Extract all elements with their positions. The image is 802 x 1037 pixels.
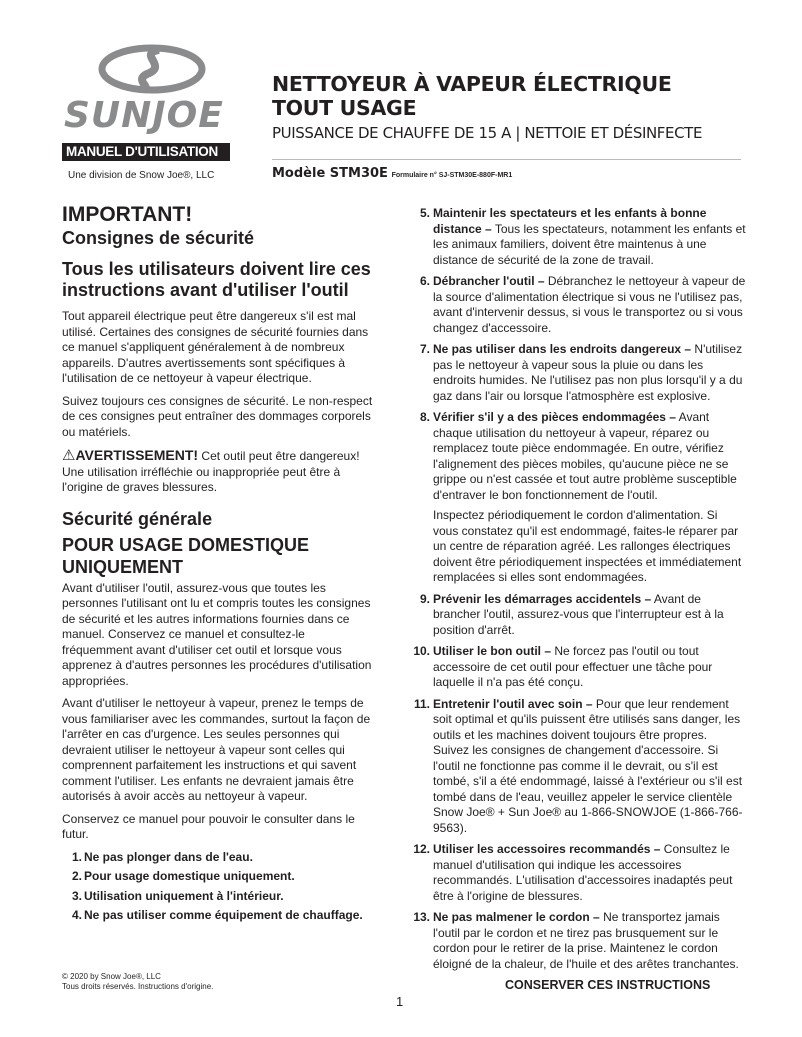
list-item: [68, 869, 374, 885]
paragraph: Avant d'utiliser le nettoyeur à vapeur, prenez le temps de vous familiariser avec les commandes, surtout la façon de l'arrêter en cas d'urgence. Les seules personnes qui devraient utiliser le nettoyeur à vapeur sont celles qui comprennent parfaitement les instructions et qui savent comment l'utiliser. Les enfants ne devraient jamais être autorisés à avoir accès au nettoyeur à vapeur.: [62, 696, 371, 803]
list-item: [68, 850, 374, 866]
page-number: 1: [396, 994, 404, 1009]
form-number: Formulaire n° SJ-STM30E-880F-MR1: [391, 172, 513, 179]
list-item: [68, 889, 374, 905]
item-title: Utiliser les accessoires recommandés –: [433, 842, 661, 856]
item-title: Maintenir les spectateurs et les enfants à bonne distance –: [433, 206, 707, 236]
brand-name: SUNJOE: [64, 95, 224, 136]
list-item: [413, 644, 746, 691]
right-column: [413, 206, 746, 978]
left-list: [68, 850, 374, 924]
general-safety-heading: Sécurité générale: [62, 508, 213, 529]
list-item: [416, 592, 746, 639]
item-text: Tous les spectateurs, notamment les enfants et les animaux familiers, doivent être maintenus à une distance de sécurité de la zone de travail.: [433, 221, 746, 267]
list-item: [68, 908, 374, 924]
title-line-1: NETTOYEUR À VAPEUR ÉLECTRIQUE: [272, 72, 672, 96]
footer-copyright: [62, 972, 213, 992]
warning-triangle-icon: ⚠: [62, 447, 76, 464]
item-title: Ne pas malmener le cordon –: [433, 910, 600, 924]
item-number: 4.: [71, 908, 82, 922]
item-title: Vérifier s'il y a des pièces endommagées –: [433, 410, 676, 424]
right-list: [413, 206, 746, 972]
list-item: [413, 842, 746, 904]
item-text: Pour usage domestique uniquement.: [84, 869, 295, 883]
item-text: N'utilisez pas le nettoyeur à vapeur sous la pluie ou dans les endroits humides. Ne l'utilisez pas non plus lorsqu'il y a du gaz dans l'air ou lorsque l'atmosphère est explosive.: [433, 342, 743, 403]
paragraph: Avant d'utiliser l'outil, assurez-vous que toutes les personnes l'utilisant ont lu et compris toutes les consignes de sécurité et les autres informations fournies dans ce manuel. Conservez ce manuel et consultez-le fréquemment avant d'utiliser cet outil et lorsque vous apprenez à d'autres personnes les procédures d'utilisation appropriées.: [62, 580, 372, 688]
safety-heading: Consignes de sécurité: [62, 228, 255, 248]
model-number: Modèle STM30E: [272, 166, 388, 181]
title-line-2: TOUT USAGE: [272, 96, 417, 120]
item-extra-paragraph: Inspectez périodiquement le cordon d'alimentation. Si vous constatez qu'il est endommagé, faites-le réparer par un centre de réparation agréé. Les rallonges électriques doivent être périodiquement inspectées et immédiatement remplacées si elles sont endommagées.: [433, 508, 742, 584]
item-title: Utiliser le bon outil –: [433, 644, 552, 658]
list-item: [413, 696, 746, 837]
item-text: Utilisation uniquement à l'intérieur.: [84, 888, 284, 903]
document-subtitle: PUISSANCE DE CHAUFFE DE 15 A | NETTOIE ET DÉSINFECTE: [272, 124, 703, 142]
item-number: 2.: [71, 869, 82, 883]
paragraph: Conservez ce manuel pour pouvoir le consulter dans le futur.: [62, 811, 355, 841]
item-number: 6.: [419, 274, 430, 288]
item-title: Débrancher l'outil –: [433, 274, 545, 288]
item-text: Débranchez le nettoyeur à vapeur de la source d'alimentation électrique si vous ne l'utilisez pas, avant d'intervenir dessus, si vous le transportez ou si vous changez d'accessoire.: [433, 274, 746, 335]
item-text: Ne pas plonger dans de l'eau.: [84, 849, 253, 864]
item-text: Avant chaque utilisation du nettoyeur à vapeur, réparez ou remplacez toute pièce endommagée. En outre, vérifiez l'alignement des pièces mobiles, qu'aucune pièce ne se grippe ou n'est cassée et tout autre problème susceptible d'entraver le bon fonctionnement de l'outil.: [433, 410, 737, 502]
item-number: 10.: [413, 644, 430, 658]
sun-swirl-icon: [97, 44, 207, 94]
division-text: Une division de Snow Joe®, LLC: [68, 170, 215, 181]
follow-paragraph: Suivez toujours ces consignes de sécurité. Le non-respect de ces consignes peut entraîner des dommages corporels ou matériels.: [62, 393, 373, 439]
item-number: 3.: [71, 888, 82, 903]
item-text: Ne transportez jamais l'outil par le cordon et ne tirez pas brusquement sur le cordon pour le retirer de la prise. Maintenez le cordon éloigné de la chaleur, de l'huile et des arêtes tranchantes.: [433, 910, 739, 971]
item-number: 5.: [419, 206, 430, 220]
read-instructions-heading: Tous les utilisateurs doivent lire ces instructions avant d'utiliser l'outil: [62, 259, 371, 300]
item-text: Pour que leur rendement soit optimal et qu'ils puissent être utilisés sans danger, les outils et les machines doivent toujours être propres. Suivez les consignes de changement d'accessoire. Si l'outil ne fonctionne pas comme il le devrait, ou s'il est tombé, s'il a été endommagé, laissé à l'extérieur ou s'il est tombé dans de l'eau, veuillez appeler le service clientèle Snow Joe® + Sun Joe® au 1-866-SNOWJOE (1-866-766-9563).: [433, 696, 743, 835]
domestic-use-heading: POUR USAGE DOMESTIQUE UNIQUEMENT: [62, 534, 310, 577]
item-number: 13.: [413, 910, 430, 924]
list-item: [413, 910, 746, 972]
copyright: © 2020 by Snow Joe®, LLC: [62, 972, 161, 981]
warning-paragraph: [62, 448, 374, 496]
model-line: [272, 165, 512, 184]
item-text: Consultez le manuel d'utilisation qui indique les accessoires recommandés. L'utilisation d'accessoires inadaptés peut être à l'origine de blessures.: [433, 842, 733, 903]
left-column: [62, 203, 374, 928]
item-number: 8.: [419, 410, 430, 424]
list-item: [416, 410, 746, 586]
item-text: Avant de brancher l'outil, assurez-vous que l'interrupteur est à la position d'arrêt.: [433, 591, 724, 637]
rights: Tous droits réservés. Instructions d'origine.: [62, 982, 214, 991]
item-number: 9.: [419, 591, 430, 606]
item-number: 7.: [419, 342, 430, 356]
list-item: [416, 206, 746, 268]
warning-text: Cet outil peut être dangereux! Une utilisation irréfléchie ou inappropriée peut être à l'origine de graves blessures.: [62, 449, 360, 494]
document-title: [272, 72, 672, 120]
warning-label: AVERTISSEMENT!: [75, 447, 199, 463]
sunjoe-logo: [62, 44, 232, 136]
header-divider: [272, 159, 741, 160]
manual-label: MANUEL D'UTILISATION: [62, 143, 230, 161]
item-number: 1.: [71, 849, 82, 864]
important-heading: IMPORTANT!: [62, 203, 193, 226]
list-item: [416, 342, 746, 404]
item-title: Ne pas utiliser dans les endroits dangereux –: [433, 342, 692, 356]
item-title: Entretenir l'outil avec soin –: [433, 696, 593, 711]
item-text: Ne forcez pas l'outil ou tout accessoire de cet outil pour effectuer une tâche pour laquelle il n'a pas été conçu.: [433, 644, 713, 689]
item-title: Prévenir les démarrages accidentels –: [433, 591, 652, 606]
list-item: [416, 274, 746, 336]
item-number: 12.: [413, 842, 430, 856]
item-number: 11.: [413, 696, 430, 711]
item-text: Ne pas utiliser comme équipement de chauffage.: [84, 908, 363, 922]
keep-instructions: CONSERVER CES INSTRUCTIONS: [505, 978, 711, 992]
intro-paragraph: Tout appareil électrique peut être dangereux s'il est mal utilisé. Certaines des consignes de sécurité fournies dans ce manuel s'appliquent généralement à de nombreux appareils. D'autres avertissements sont spécifiques à l'utilisation de ce nettoyeur à vapeur électrique.: [62, 309, 369, 385]
